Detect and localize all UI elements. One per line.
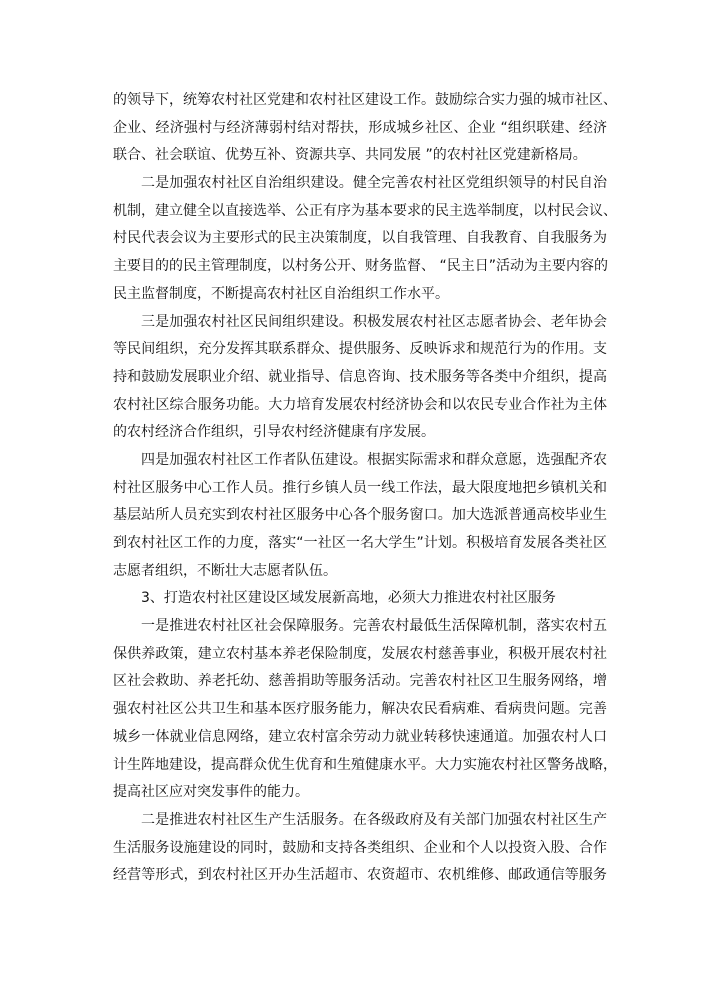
text-line: 强农村社区公共卫生和基本医疗服务能力，解决农民看病难、看病贵问题。完善 <box>113 701 607 718</box>
text-line: 城乡一体就业信息网络，建立农村富余劳动力就业转移快速通道。加强农村人口 <box>113 728 607 745</box>
text-line: 三是加强农村社区民间组织建设。积极发展农村社区志愿者协会、老年协会 <box>141 313 607 330</box>
text-line: 计生阵地建设，提高群众优生优育和生殖健康水平。大力实施农村社区警务战略， <box>113 756 617 773</box>
text-line: 村社区服务中心工作人员。推行乡镇人员一线工作法，最大限度地把乡镇机关和 <box>113 479 607 496</box>
text-line: 的农村经济合作组织，引导农村经济健康有序发展。 <box>113 424 435 441</box>
paragraph <box>113 309 607 447</box>
paragraph <box>113 170 617 308</box>
text-line: 一是推进农村社区社会保障服务。完善农村最低生活保障机制，落实农村五 <box>141 618 607 635</box>
document-body <box>113 87 617 890</box>
text-line: 等民间组织，充分发挥其联系群众、提供服务、反映诉求和规范行为的作用。支 <box>113 341 607 358</box>
text-line: 农村社区综合服务功能。大力培育发展农村经济协会和以农民专业合作社为主体 <box>113 396 607 413</box>
text-line: 主要目的的民主管理制度，以村务公开、财务监督、 “民主日”活动为主要内容的 <box>113 258 608 275</box>
text-line: 二是推进农村社区生产生活服务。在各级政府及有关部门加强农村社区生产 <box>141 811 607 828</box>
text-line: 企业、经济强村与经济薄弱村结对帮扶，形成城乡社区、企业 “组织联建、经济 <box>113 119 607 136</box>
text-line: 保供养政策，建立农村基本养老保险制度，发展农村慈善事业，积极开展农村社 <box>113 645 607 662</box>
paragraph <box>113 613 617 807</box>
text-line: 经营等形式，到农村社区开办生活超市、农资超市、农机维修、邮政通信等服务 <box>113 867 607 884</box>
paragraph <box>113 447 607 585</box>
text-line: 民主监督制度，不断提高农村社区自治组织工作水平。 <box>113 285 449 302</box>
text-line: 二是加强农村社区自治组织建设。健全完善农村社区党组织领导的村民自治 <box>141 175 607 192</box>
text-line: 基层站所人员充实到农村社区服务中心各个服务窗口。加大选派普通高校毕业生 <box>113 507 607 524</box>
text-line: 生活服务设施建设的同时，鼓励和支持各类组织、企业和个人以投资入股、合作 <box>113 839 607 856</box>
paragraph <box>113 87 617 170</box>
paragraph <box>113 807 607 890</box>
text-line: 志愿者组织，不断壮大志愿者队伍。 <box>113 562 337 579</box>
text-line: 四是加强农村社区工作者队伍建设。根据实际需求和群众意愿，选强配齐农 <box>141 451 607 468</box>
text-line: 3、打造农村社区建设区域发展新高地，必须大力推进农村社区服务 <box>141 590 556 607</box>
text-line: 到农村社区工作的力度，落实“一社区一名大学生”计划。积极培育发展各类社区 <box>113 535 607 551</box>
text-line: 区社会救助、养老托幼、慈善捐助等服务活动。完善农村社区卫生服务网络，增 <box>113 673 607 690</box>
text-line: 机制，建立健全以直接选举、公正有序为基本要求的民主选举制度，以村民会议、 <box>113 202 617 219</box>
text-line: 持和鼓励发展职业介绍、就业指导、信息咨询、技术服务等各类中介组织，提高 <box>113 368 607 385</box>
text-line: 联合、社会联谊、优势互补、资源共享、共同发展 ”的农村社区党建新格局。 <box>113 147 587 164</box>
text-line: 的领导下，统筹农村社区党建和农村社区建设工作。鼓励综合实力强的城市社区、 <box>113 92 617 108</box>
text-line: 村民代表会议为主要形式的民主决策制度，以自我管理、自我教育、自我服务为 <box>113 230 607 247</box>
section-heading <box>113 585 607 613</box>
text-line: 提高社区应对突发事件的能力。 <box>113 784 309 801</box>
